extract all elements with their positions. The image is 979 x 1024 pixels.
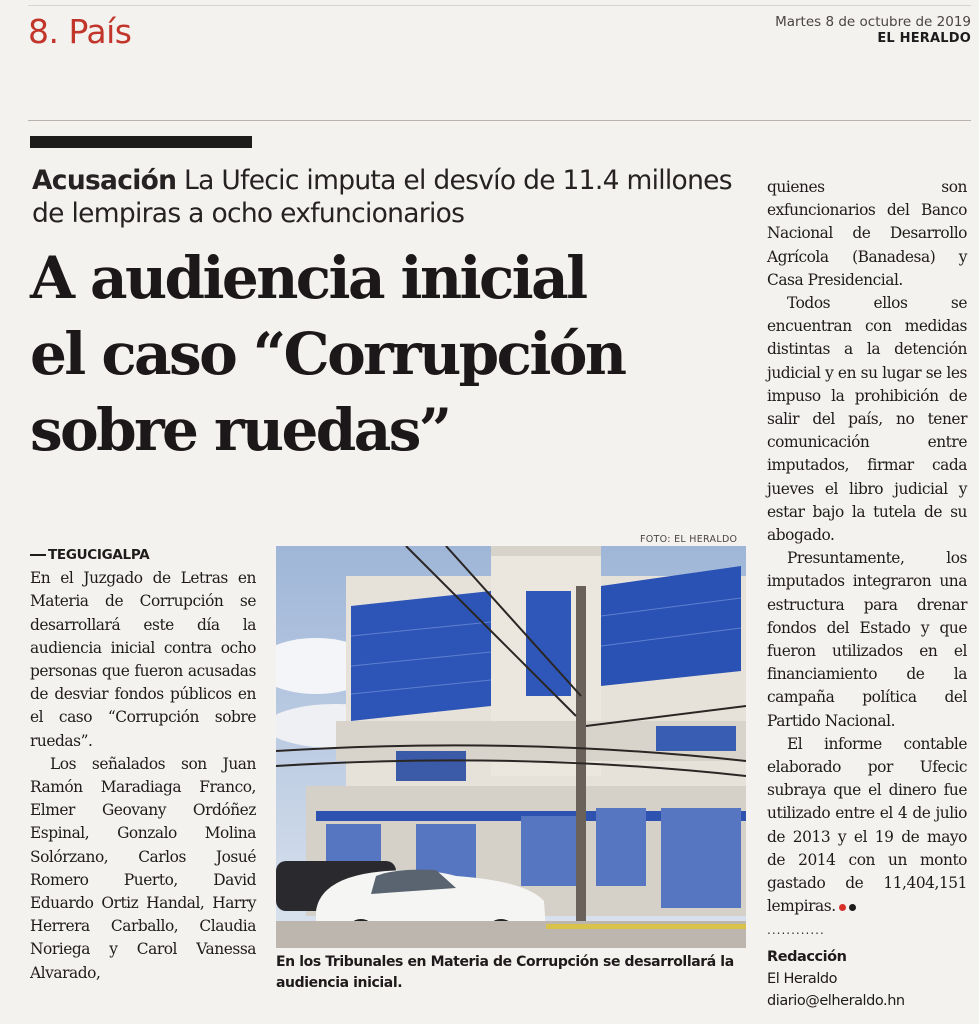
paragraph: quienes son exfuncionarios del Banco Nacional de Desarrollo Agrícola (Banadesa) y Casa Presidencial. [767, 178, 967, 289]
article-column-right [767, 176, 967, 1012]
kicker [32, 164, 757, 230]
photo-caption: En los Tribunales en Materia de Corrupción se desarrollará la audiencia inicial. [276, 954, 734, 991]
headline-line-1: A audiencia inicial [30, 244, 586, 312]
top-rule [28, 120, 971, 121]
photo-credit: FOTO: EL HERALDO [640, 534, 738, 545]
header-masthead [773, 8, 971, 60]
header-top-line [28, 5, 971, 6]
header-date: Martes 8 de octubre de 2019 [775, 14, 971, 30]
header-paper-name: EL HERALDO [877, 31, 971, 46]
paragraph-final [767, 733, 967, 919]
dateline-dash [30, 554, 46, 556]
dateline-text: TEGUCIGALPA [48, 547, 150, 563]
court-building-photo [276, 546, 746, 948]
end-mark-dark-dot [849, 904, 856, 911]
article-column-left [30, 544, 256, 985]
court-building-illustration [276, 546, 746, 948]
paragraph: Presuntamente, los imputados integraron una estructura para drenar fondos del Estado y que fueron utilizados en el financiamiento de la campaña política del Partido Nacional. [767, 549, 967, 730]
paragraph: Los señalados son Juan Ramón Maradiaga Franco, Elmer Geovany Ordóñez Espinal, Gonzalo Molina Solórzano, Carlos Josué Romero Puerto, David Eduardo Ortiz Handal, Harry Herrera Carballo, Claudia Noriega y Carol Vanessa Alvarado, [30, 754, 256, 982]
dateline [30, 544, 256, 567]
byline-email: diario@elheraldo.hn [767, 992, 905, 1009]
paragraph: En el Juzgado de Letras en Materia de Corrupción se desarrollará este día la audiencia inicial contra ocho personas que fueron acusadas de desviar fondos públicos en el caso “Corrupción sobre ruedas”. [30, 569, 256, 750]
headline-line-2: el caso “Corrupción [30, 320, 625, 388]
headline-line-3: sobre ruedas” [30, 396, 450, 464]
section-label: 8. País [28, 12, 132, 51]
paragraph: Todos ellos se encuentran con medidas distintas a la detención judicial y en su lugar se les impuso la prohibición de salir del país, no tener comunicación entre imputados, firmar cada jueves el libro judicial y estar bajo la tutela de su abogado. [767, 294, 967, 545]
byline-org: El Heraldo [767, 970, 838, 987]
kicker-text: La Ufecic imputa el desvío de 11.4 millones de lempiras a ocho exfuncionarios [32, 165, 732, 229]
kicker-label: Acusación [32, 165, 177, 196]
byline-separator: ............ [767, 922, 825, 937]
headline [30, 240, 770, 468]
byline-name: Redacción [767, 948, 847, 965]
paragraph-final-text: El informe contable elaborado por Ufecic subraya que el dinero fue utilizado entre el 4 de julio de 2013 y el 19 de mayo de 2014 con un monto gastado de 11,404,151 lempiras. [767, 734, 967, 916]
headline-bar [30, 136, 252, 148]
end-mark-red-dot [839, 904, 846, 911]
byline [767, 946, 967, 1012]
